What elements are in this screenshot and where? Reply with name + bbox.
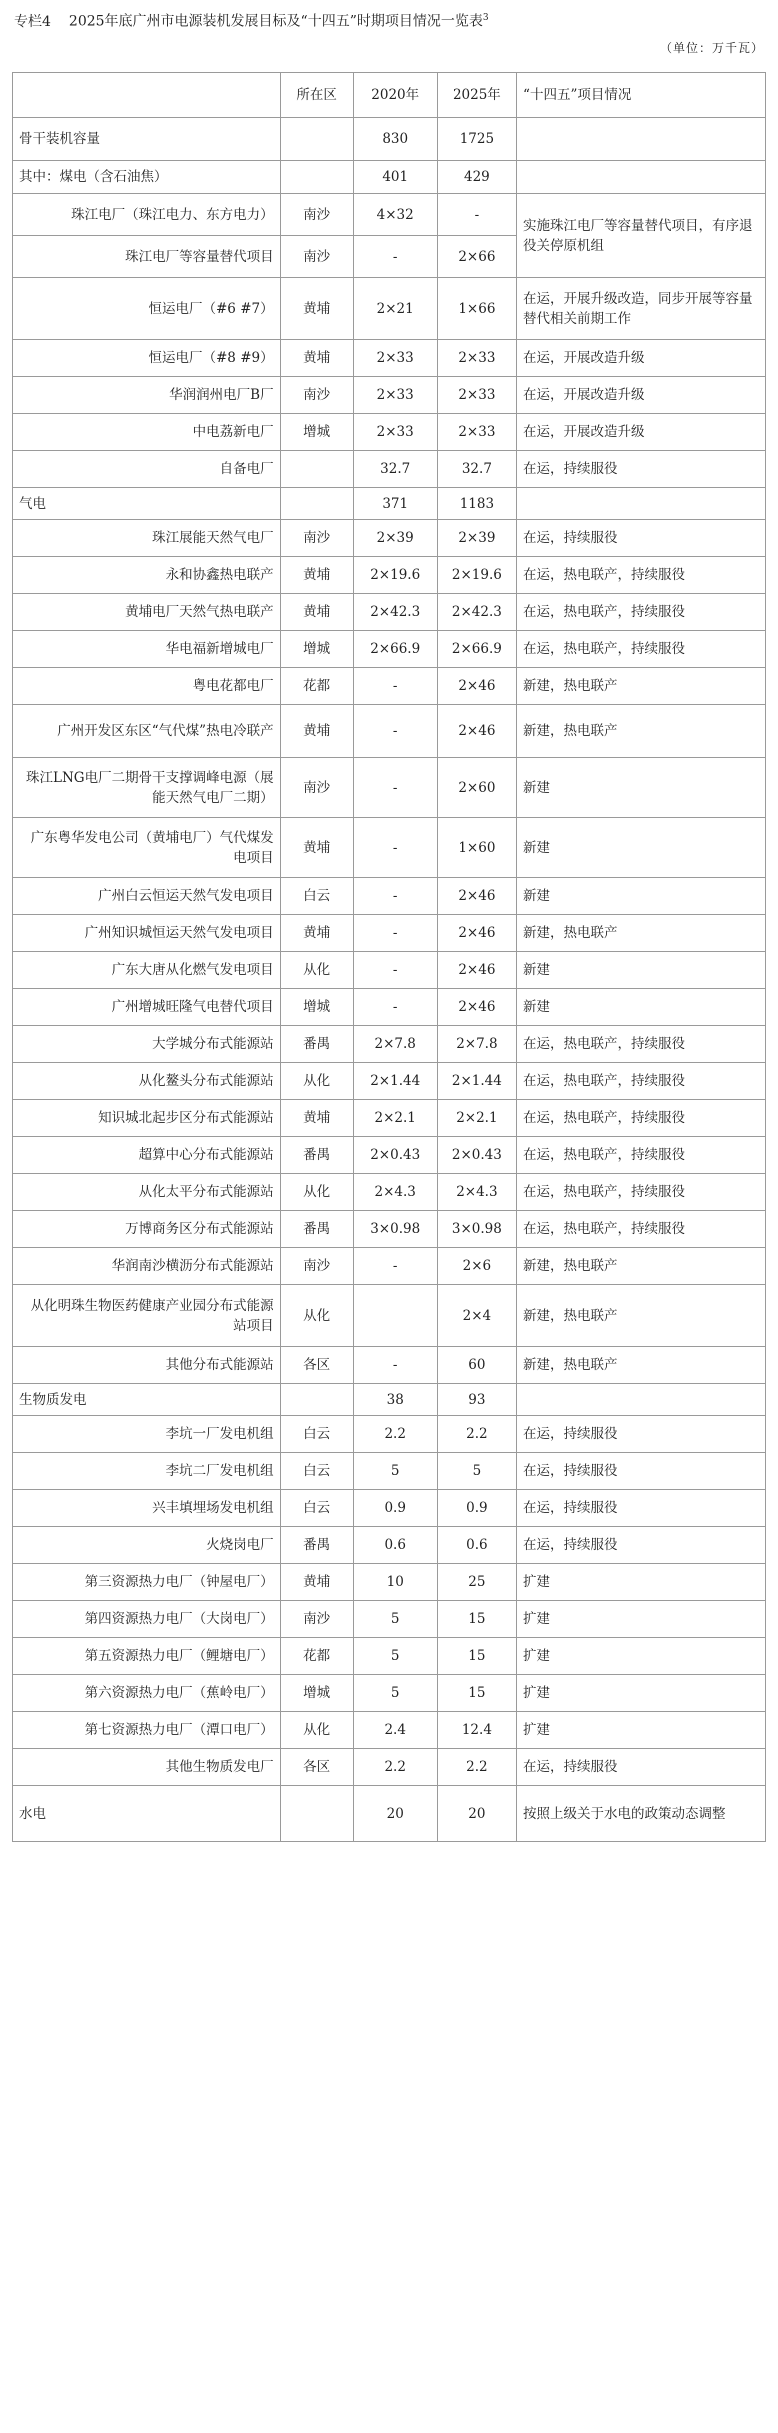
value-2025-cell: 2×46 [437,915,516,952]
table-row [13,161,766,194]
status-cell: 在运，开展升级改造，同步开展等容量替代相关前期工作 [517,278,766,340]
value-2020-cell: - [353,878,437,915]
project-name-cell: 第七资源热力电厂（潭口电厂） [13,1712,281,1749]
value-2020-cell: - [353,818,437,878]
district-cell: 花都 [280,1638,353,1675]
status-cell: 新建，热电联产 [517,1285,766,1347]
project-name-cell: 超算中心分布式能源站 [13,1137,281,1174]
project-name-cell: 广东粤华发电公司（黄埔电厂）气代煤发电项目 [13,818,281,878]
status-cell [517,488,766,520]
table-row [13,340,766,377]
project-name-cell: 火烧岗电厂 [13,1527,281,1564]
table-row [13,1211,766,1248]
status-cell: 扩建 [517,1638,766,1675]
project-name-cell: 珠江展能天然气电厂 [13,520,281,557]
status-cell: 在运，热电联产，持续服役 [517,1211,766,1248]
status-cell: 在运，持续服役 [517,1453,766,1490]
table-row [13,1564,766,1601]
status-cell: 扩建 [517,1601,766,1638]
table-row [13,1285,766,1347]
table-row [13,1026,766,1063]
value-2020-cell: 32.7 [353,451,437,488]
value-2020-cell: 20 [353,1786,437,1842]
project-name-cell: 水电 [13,1786,281,1842]
status-cell: 在运，持续服役 [517,1416,766,1453]
value-2020-cell: 5 [353,1453,437,1490]
district-cell: 白云 [280,1490,353,1527]
project-name-cell: 广东大唐从化燃气发电项目 [13,952,281,989]
district-cell: 白云 [280,1416,353,1453]
value-2020-cell: 2×42.3 [353,594,437,631]
value-2025-cell: 25 [437,1564,516,1601]
value-2025-cell: - [437,194,516,236]
value-2025-cell: 2×46 [437,952,516,989]
status-cell: 在运，持续服役 [517,1490,766,1527]
district-cell: 黄埔 [280,278,353,340]
status-cell: 在运，持续服役 [517,1749,766,1786]
value-2020-cell: 830 [353,118,437,161]
status-cell: 在运，热电联产，持续服役 [517,557,766,594]
project-name-cell: 黄埔电厂天然气热电联产 [13,594,281,631]
project-name-cell: 第四资源热力电厂（大岗电厂） [13,1601,281,1638]
project-name-cell: 气电 [13,488,281,520]
district-cell: 南沙 [280,1248,353,1285]
district-cell: 南沙 [280,758,353,818]
status-cell: 新建 [517,878,766,915]
table-row [13,1490,766,1527]
caption-text: 2025年底广州市电源装机发展目标及“十四五”时期项目情况一览表 [68,13,483,30]
table-row [13,488,766,520]
value-2025-cell: 2.2 [437,1416,516,1453]
value-2025-cell: 93 [437,1384,516,1416]
value-2020-cell: 0.6 [353,1527,437,1564]
value-2025-cell: 2×2.1 [437,1100,516,1137]
value-2025-cell: 2×66.9 [437,631,516,668]
value-2025-cell: 2×33 [437,340,516,377]
status-cell: 在运，热电联产，持续服役 [517,1026,766,1063]
district-cell: 增城 [280,631,353,668]
status-cell: 新建 [517,989,766,1026]
value-2025-cell: 5 [437,1453,516,1490]
district-cell [280,1384,353,1416]
value-2020-cell: 2×1.44 [353,1063,437,1100]
project-name-cell: 知识城北起步区分布式能源站 [13,1100,281,1137]
table-row [13,1384,766,1416]
status-cell: 在运，热电联产，持续服役 [517,1063,766,1100]
table-row [13,1100,766,1137]
district-cell: 白云 [280,1453,353,1490]
district-cell: 南沙 [280,236,353,278]
value-2025-cell: 2×46 [437,705,516,758]
status-cell: 新建，热电联产 [517,705,766,758]
value-2025-cell: 2×1.44 [437,1063,516,1100]
table-row [13,414,766,451]
value-2025-cell: 2×60 [437,758,516,818]
district-cell: 白云 [280,878,353,915]
district-cell: 从化 [280,952,353,989]
value-2020-cell: - [353,989,437,1026]
district-cell: 从化 [280,1712,353,1749]
table-row [13,1063,766,1100]
value-2020-cell: 2×4.3 [353,1174,437,1211]
table-row [13,451,766,488]
status-cell: 新建，热电联产 [517,1347,766,1384]
table-row [13,1416,766,1453]
table-row [13,1248,766,1285]
value-2025-cell: 1×60 [437,818,516,878]
district-cell: 黄埔 [280,340,353,377]
district-cell: 从化 [280,1285,353,1347]
value-2020-cell: - [353,668,437,705]
project-name-cell: 自备电厂 [13,451,281,488]
status-cell: 在运，热电联产，持续服役 [517,631,766,668]
value-2020-cell: - [353,1248,437,1285]
value-2020-cell: 2×33 [353,377,437,414]
value-2020-cell: - [353,758,437,818]
value-2020-cell: 2×66.9 [353,631,437,668]
value-2020-cell: 371 [353,488,437,520]
status-cell: 在运，开展改造升级 [517,377,766,414]
value-2020-cell: 2×33 [353,414,437,451]
project-name-cell: 中电荔新电厂 [13,414,281,451]
column-number: 专栏4 [14,13,51,30]
header-status: “十四五”项目情况 [517,73,766,118]
status-cell: 扩建 [517,1675,766,1712]
value-2025-cell: 20 [437,1786,516,1842]
table-row [13,1749,766,1786]
status-cell: 新建 [517,952,766,989]
value-2025-cell: 2×46 [437,668,516,705]
table-row [13,1675,766,1712]
value-2025-cell: 15 [437,1638,516,1675]
project-name-cell: 珠江LNG电厂二期骨干支撑调峰电源（展能天然气电厂二期） [13,758,281,818]
value-2025-cell: 2×42.3 [437,594,516,631]
value-2020-cell: - [353,915,437,952]
project-name-cell: 李坑一厂发电机组 [13,1416,281,1453]
table-row [13,520,766,557]
value-2025-cell: 1725 [437,118,516,161]
status-cell: 在运，热电联产，持续服役 [517,594,766,631]
project-name-cell: 第三资源热力电厂（钟屋电厂） [13,1564,281,1601]
table-row [13,278,766,340]
district-cell: 各区 [280,1347,353,1384]
project-name-cell: 李坑二厂发电机组 [13,1453,281,1490]
table-row [13,705,766,758]
value-2020-cell: 5 [353,1601,437,1638]
table-row [13,594,766,631]
project-name-cell: 恒运电厂（#6 #7） [13,278,281,340]
value-2020-cell: 2×7.8 [353,1026,437,1063]
status-cell: 在运，开展改造升级 [517,414,766,451]
table-row [13,668,766,705]
value-2020-cell: 5 [353,1638,437,1675]
value-2020-cell: 2×19.6 [353,557,437,594]
district-cell: 南沙 [280,1601,353,1638]
project-name-cell: 大学城分布式能源站 [13,1026,281,1063]
project-name-cell: 珠江电厂等容量替代项目 [13,236,281,278]
table-row [13,377,766,414]
project-name-cell: 从化太平分布式能源站 [13,1174,281,1211]
value-2020-cell: 2×2.1 [353,1100,437,1137]
status-cell: 在运，热电联产，持续服役 [517,1174,766,1211]
status-cell: 在运，持续服役 [517,520,766,557]
value-2025-cell: 429 [437,161,516,194]
table-row [13,878,766,915]
district-cell: 南沙 [280,520,353,557]
district-cell: 番禺 [280,1137,353,1174]
value-2025-cell: 2×33 [437,377,516,414]
status-cell: 在运，开展改造升级 [517,340,766,377]
district-cell [280,451,353,488]
district-cell [280,118,353,161]
value-2020-cell: - [353,705,437,758]
table-row [13,1527,766,1564]
project-name-cell: 从化鳌头分布式能源站 [13,1063,281,1100]
value-2025-cell: 32.7 [437,451,516,488]
project-name-cell: 粤电花都电厂 [13,668,281,705]
table-row [13,1638,766,1675]
value-2020-cell: 2×0.43 [353,1137,437,1174]
table-row [13,1601,766,1638]
district-cell: 南沙 [280,377,353,414]
district-cell: 番禺 [280,1527,353,1564]
value-2020-cell: 0.9 [353,1490,437,1527]
value-2025-cell: 2×4.3 [437,1174,516,1211]
project-name-cell: 广州开发区东区“气代煤”热电冷联产 [13,705,281,758]
district-cell [280,161,353,194]
status-cell: 新建，热电联产 [517,915,766,952]
value-2020-cell: 2.4 [353,1712,437,1749]
status-cell: 新建，热电联产 [517,668,766,705]
value-2020-cell [353,1285,437,1347]
status-cell: 新建 [517,818,766,878]
value-2025-cell: 2.2 [437,1749,516,1786]
district-cell: 增城 [280,1675,353,1712]
value-2020-cell: 2×33 [353,340,437,377]
status-cell: 新建，热电联产 [517,1248,766,1285]
project-name-cell: 华润润州电厂B厂 [13,377,281,414]
value-2020-cell: 4×32 [353,194,437,236]
value-2025-cell: 12.4 [437,1712,516,1749]
project-name-cell: 华润南沙横沥分布式能源站 [13,1248,281,1285]
value-2020-cell: 2×39 [353,520,437,557]
table-row [13,1453,766,1490]
project-name-cell: 广州知识城恒运天然气发电项目 [13,915,281,952]
table-row [13,1174,766,1211]
value-2020-cell: - [353,236,437,278]
value-2025-cell: 2×46 [437,878,516,915]
value-2025-cell: 2×7.8 [437,1026,516,1063]
district-cell: 番禺 [280,1026,353,1063]
header-project [13,73,281,118]
table-row [13,557,766,594]
value-2020-cell: 10 [353,1564,437,1601]
value-2020-cell: - [353,1347,437,1384]
project-name-cell: 生物质发电 [13,1384,281,1416]
value-2020-cell: 2×21 [353,278,437,340]
value-2025-cell: 2×19.6 [437,557,516,594]
value-2025-cell: 2×46 [437,989,516,1026]
table-body [13,118,766,1842]
value-2025-cell: 2×33 [437,414,516,451]
district-cell: 增城 [280,989,353,1026]
project-name-cell: 恒运电厂（#8 #9） [13,340,281,377]
value-2025-cell: 3×0.98 [437,1211,516,1248]
district-cell: 黄埔 [280,1564,353,1601]
district-cell: 从化 [280,1063,353,1100]
project-name-cell: 第六资源热力电厂（蕉岭电厂） [13,1675,281,1712]
value-2020-cell: 2.2 [353,1416,437,1453]
value-2025-cell: 15 [437,1601,516,1638]
project-name-cell: 永和协鑫热电联产 [13,557,281,594]
district-cell: 增城 [280,414,353,451]
district-cell [280,1786,353,1842]
value-2025-cell: 2×4 [437,1285,516,1347]
status-cell [517,161,766,194]
status-cell: 在运，热电联产，持续服役 [517,1137,766,1174]
project-name-cell: 兴丰填埋场发电机组 [13,1490,281,1527]
status-cell: 扩建 [517,1712,766,1749]
district-cell: 黄埔 [280,915,353,952]
project-name-cell: 其他生物质发电厂 [13,1749,281,1786]
header-2020: 2020年 [353,73,437,118]
value-2025-cell: 2×0.43 [437,1137,516,1174]
district-cell: 黄埔 [280,818,353,878]
status-cell: 在运，持续服役 [517,451,766,488]
district-cell: 各区 [280,1749,353,1786]
status-cell: 按照上级关于水电的政策动态调整 [517,1786,766,1842]
value-2025-cell: 15 [437,1675,516,1712]
table-row [13,952,766,989]
value-2025-cell: 1183 [437,488,516,520]
value-2020-cell: 38 [353,1384,437,1416]
table-row [13,1137,766,1174]
table-row [13,989,766,1026]
project-name-cell: 第五资源热力电厂（鲤塘电厂） [13,1638,281,1675]
status-cell: 在运，热电联产，持续服役 [517,1100,766,1137]
district-cell: 南沙 [280,194,353,236]
table-row [13,1347,766,1384]
table-row [13,118,766,161]
project-name-cell: 广州白云恒运天然气发电项目 [13,878,281,915]
header-row [13,73,766,118]
table-row [13,758,766,818]
project-name-cell: 珠江电厂（珠江电力、东方电力） [13,194,281,236]
value-2025-cell: 2×6 [437,1248,516,1285]
status-cell: 扩建 [517,1564,766,1601]
project-name-cell: 其他分布式能源站 [13,1347,281,1384]
value-2025-cell: 1×66 [437,278,516,340]
power-projects-table [12,72,766,1842]
district-cell: 黄埔 [280,557,353,594]
status-cell [517,118,766,161]
value-2025-cell: 0.9 [437,1490,516,1527]
project-name-cell: 万博商务区分布式能源站 [13,1211,281,1248]
value-2020-cell: - [353,952,437,989]
value-2020-cell: 3×0.98 [353,1211,437,1248]
table-row [13,915,766,952]
header-district: 所在区 [280,73,353,118]
value-2020-cell: 401 [353,161,437,194]
footnote-ref: 3 [482,13,489,23]
project-name-cell: 广州增城旺隆气电替代项目 [13,989,281,1026]
district-cell: 从化 [280,1174,353,1211]
status-cell [517,1384,766,1416]
district-cell [280,488,353,520]
table-row [13,194,766,236]
district-cell: 番禺 [280,1211,353,1248]
status-cell: 新建 [517,758,766,818]
district-cell: 黄埔 [280,1100,353,1137]
project-name-cell: 其中：煤电（含石油焦） [13,161,281,194]
unit-note: （单位：万千瓦） [659,41,764,55]
project-name-cell: 骨干装机容量 [13,118,281,161]
value-2025-cell: 2×66 [437,236,516,278]
table-row [13,1712,766,1749]
value-2025-cell: 2×39 [437,520,516,557]
status-cell: 实施珠江电厂等容量替代项目，有序退役关停原机组 [517,194,766,278]
district-cell: 黄埔 [280,705,353,758]
header-2025: 2025年 [437,73,516,118]
value-2020-cell: 5 [353,1675,437,1712]
value-2025-cell: 60 [437,1347,516,1384]
district-cell: 黄埔 [280,594,353,631]
status-cell: 在运，持续服役 [517,1527,766,1564]
table-caption [14,4,764,32]
project-name-cell: 华电福新增城电厂 [13,631,281,668]
value-2025-cell: 0.6 [437,1527,516,1564]
project-name-cell: 从化明珠生物医药健康产业园分布式能源站项目 [13,1285,281,1347]
table-row [13,818,766,878]
district-cell: 花都 [280,668,353,705]
table-row [13,631,766,668]
value-2020-cell: 2.2 [353,1749,437,1786]
table-row [13,1786,766,1842]
